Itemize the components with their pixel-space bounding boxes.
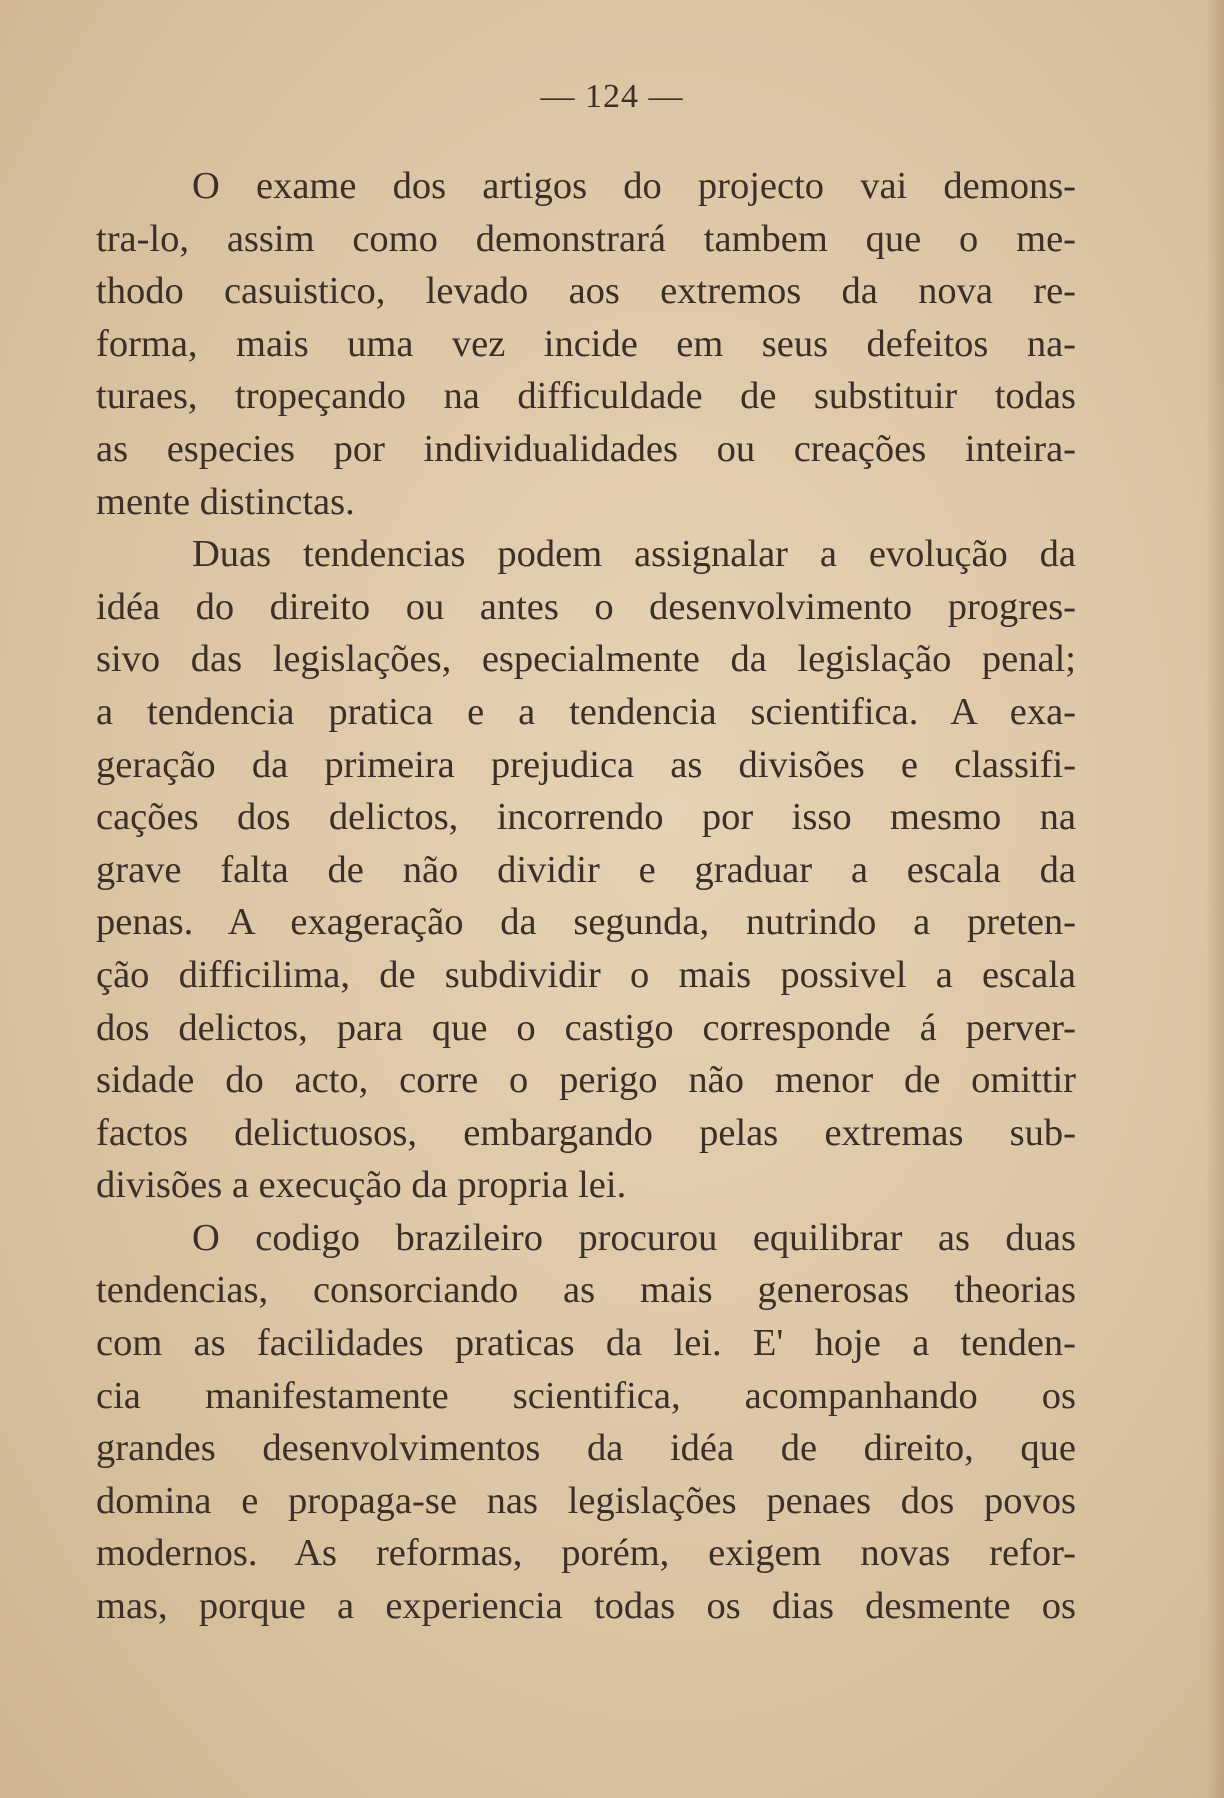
text-line: a tendencia pratica e a tendencia scientifica. A exa- <box>96 690 1076 733</box>
text-line: tra-lo, assim como demonstrará tambem que o me- <box>96 217 1076 260</box>
text-line: com as facilidades praticas da lei. E' hoje a tenden- <box>96 1322 1076 1365</box>
text-line: idéa do direito ou antes o desenvolvimento progres- <box>96 585 1076 628</box>
text-line: penas. A exageração da segunda, nutrindo a preten- <box>96 901 1076 944</box>
text-line: sivo das legislações, especialmente da legislação penal; <box>96 638 1076 681</box>
text-line: O exame dos artigos do projecto vai demons- <box>192 165 1076 207</box>
text-line: modernos. As reformas, porém, exigem novas refor- <box>96 1532 1076 1575</box>
text-line: cações dos delictos, incorrendo por isso mesmo na <box>96 796 1076 839</box>
text-line: mente distinctas. <box>96 480 355 523</box>
text-line: Duas tendencias podem assignalar a evolução da <box>192 533 1076 576</box>
text-line: geração da primeira prejudica as divisões e classifi- <box>96 743 1076 786</box>
text-line: cia manifestamente scientifica, acompanhando os <box>96 1374 1076 1417</box>
text-line: domina e propaga-se nas legislações penaes dos povos <box>96 1479 1076 1522</box>
text-line: tendencias, consorciando as mais generosas theorias <box>96 1269 1076 1312</box>
text-line: divisões a execução da propria lei. <box>96 1164 627 1207</box>
text-line: forma, mais uma vez incide em seus defeitos na- <box>96 322 1076 365</box>
text-line: factos delictuosos, embargando pelas extremas sub- <box>96 1111 1076 1154</box>
page-edge-shadow <box>1206 0 1224 1798</box>
text-line: dos delictos, para que o castigo corresponde á perver- <box>96 1006 1076 1049</box>
text-line: as especies por individualidades ou creações inteira- <box>96 427 1076 470</box>
text-line: grave falta de não dividir e graduar a escala da <box>96 848 1076 891</box>
page-number: — 124 — <box>540 78 684 115</box>
text-line: grandes desenvolvimentos da idéa de direito, que <box>96 1427 1076 1470</box>
text-line: turaes, tropeçando na difficuldade de substituir todas <box>96 375 1076 418</box>
text-line: thodo casuistico, levado aos extremos da nova re- <box>96 270 1076 313</box>
text-line: mas, porque a experiencia todas os dias desmente os <box>96 1585 1076 1628</box>
text-line: ção difficilima, de subdividir o mais possivel a escala <box>96 953 1076 996</box>
text-line: O codigo brazileiro procurou equilibrar as duas <box>192 1216 1076 1259</box>
text-line: sidade do acto, corre o perigo não menor de omittir <box>96 1059 1076 1102</box>
body-text <box>96 160 1076 1633</box>
